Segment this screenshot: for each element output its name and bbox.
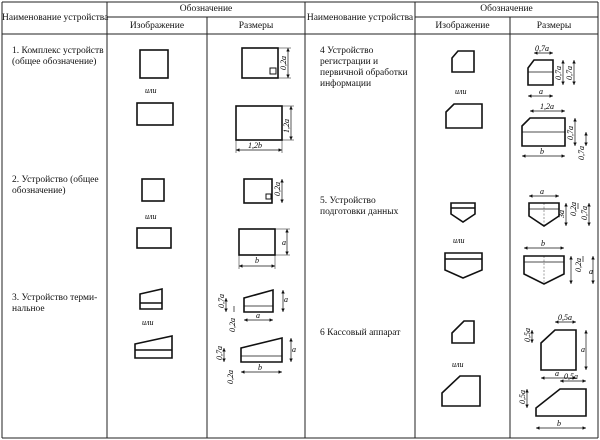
row-5-dim-label: a <box>540 187 544 196</box>
row-6-dimensions <box>518 313 586 428</box>
row-2-name: 2. Устройство (общее обозначение) <box>12 175 99 196</box>
row-5-dim-label: b <box>541 239 545 248</box>
row-2-dim-label: b <box>255 256 259 265</box>
row-4-or-label: или <box>455 87 467 96</box>
row-1-dim-label: 0,2a <box>279 56 288 70</box>
header-designation-right: Обозначение <box>480 4 533 14</box>
row-2-dim-label: a <box>282 238 286 247</box>
row-5-dim-label: a <box>589 267 593 276</box>
row-5-dim-label: 3a <box>557 210 566 218</box>
row-5-dim-label: 0,2a <box>574 258 583 272</box>
row-1-dimensions <box>236 48 294 153</box>
row-3-dim-label: 0,7a <box>215 346 224 360</box>
row-1-dim-label: 1,2b <box>248 141 262 150</box>
header-sizes-left: Размеры <box>238 21 274 31</box>
row-4-dim-label: 0,7a <box>535 44 549 53</box>
row-1-or-label: или <box>145 86 157 95</box>
header-image-right: Изображение <box>435 21 490 31</box>
row-4-dim-label: 0,7a <box>577 146 586 160</box>
row-6-dim-label: 0,5a <box>518 390 527 404</box>
row-3-dimensions <box>215 290 296 384</box>
row-6-dim-label: a <box>555 369 559 378</box>
row-4-dim-label: 0,7a <box>565 66 574 80</box>
row-3-dim-label: 0,2a <box>226 370 235 384</box>
row-4-dim-label: a <box>539 87 543 96</box>
row-6-name: 6 Кассовый аппарат <box>320 328 401 338</box>
row-4-dim-label: 0,7a <box>566 126 575 140</box>
row-6-dim-label: 0,5a <box>558 313 572 322</box>
row-4-dim-label: 0,7a <box>554 66 563 80</box>
row-2-dimensions <box>239 179 290 269</box>
row-6-dim-label: 0,5a <box>523 328 532 342</box>
row-3-dim-label: 0,7a <box>217 294 226 308</box>
row-4-dim-label: b <box>540 147 544 156</box>
row-5-dimensions <box>524 187 593 284</box>
row-5-dim-label: 0,7a <box>580 206 589 220</box>
row-5-name: 5. Устройство подготовки данных <box>320 196 399 217</box>
row-1-name: 1. Комплекс устройств (общее обозначение) <box>12 46 104 67</box>
row-3-or-label: или <box>142 318 154 327</box>
row-6-dim-label: b <box>557 419 561 428</box>
row-6-dim-label: 0,5a <box>564 372 578 381</box>
row-3-dim-label: a <box>284 295 288 304</box>
row-3-dim-label: 0,2a <box>228 318 237 332</box>
row-6-or-label: или <box>452 360 464 369</box>
row-4-dim-label: 1,2a <box>540 102 554 111</box>
row-6-dim-label: a <box>581 345 585 354</box>
header-device-name-right: Наименование устройства <box>306 13 414 23</box>
header-image-left: Изображение <box>129 21 185 31</box>
row-3-dim-label: a <box>256 311 260 320</box>
header-device-name-left: Наименование устройства <box>2 13 109 23</box>
row-2-dim-label: 0,2a <box>273 182 282 196</box>
row-4-dimensions <box>522 44 586 160</box>
row-3-images <box>135 289 172 358</box>
row-3-name: 3. Устройство терми-нальное <box>12 293 98 314</box>
header-designation-left: Обозначение <box>179 4 233 14</box>
row-1-dim-label: 1,2a <box>282 119 291 133</box>
row-5-dim-label: 0,2a <box>569 202 578 216</box>
row-5-or-label: или <box>453 236 465 245</box>
row-3-dim-label: b <box>258 363 262 372</box>
row-2-or-label: или <box>145 212 157 221</box>
header-sizes-right: Размеры <box>536 21 572 31</box>
row-4-name: 4 Устройство регистрации и первичной обработки информации <box>320 46 408 89</box>
row-3-dim-label: a <box>292 345 296 354</box>
